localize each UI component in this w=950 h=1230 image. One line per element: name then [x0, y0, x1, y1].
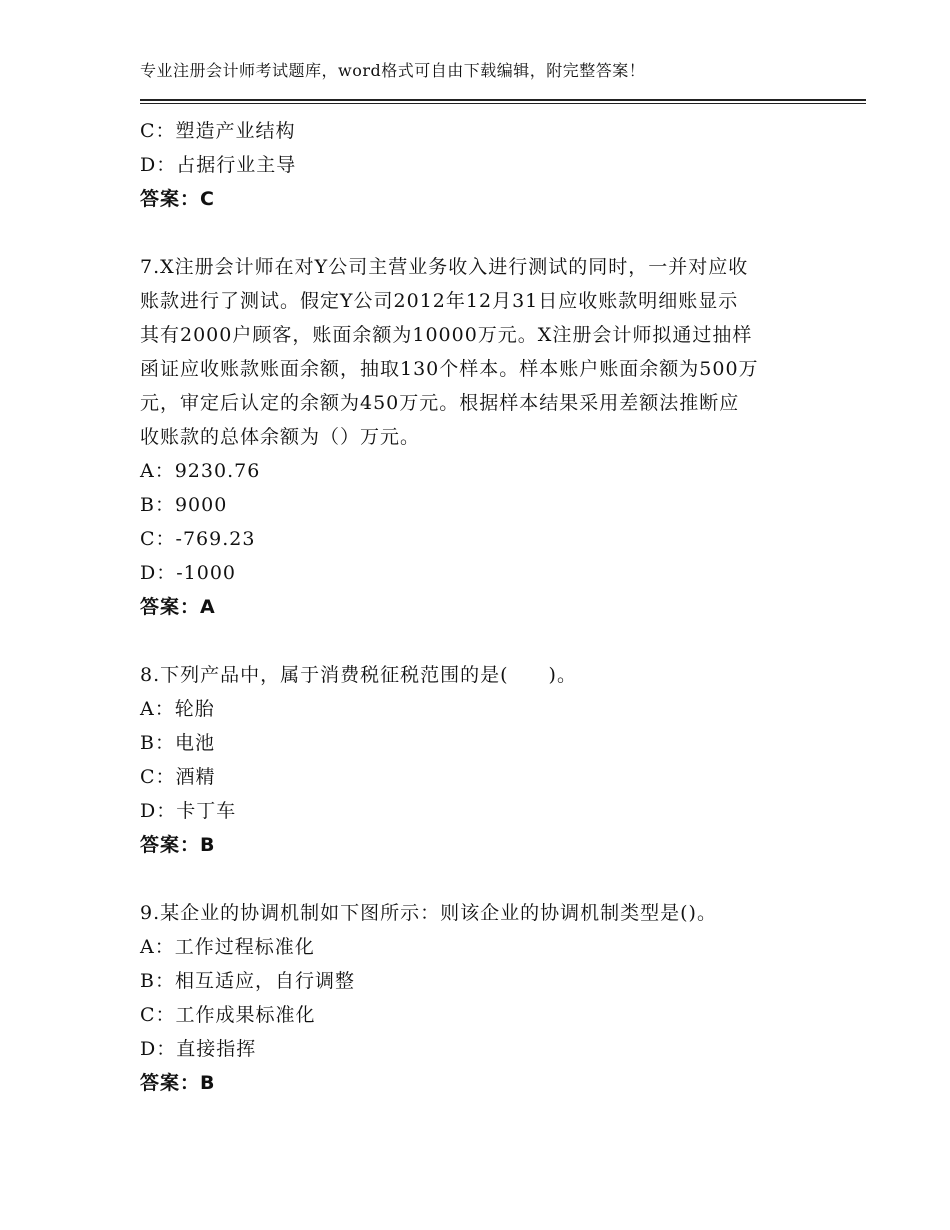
question-text-line: 8.下列产品中，属于消费税征税范围的是( )。 — [140, 664, 577, 686]
option-line: C：酒精 — [140, 766, 216, 788]
answer-line: 答案：B — [140, 1072, 216, 1094]
option-line: D：占据行业主导 — [140, 154, 297, 176]
question-text-line: 7.X注册会计师在对Y公司主营业务收入进行测试的同时，一并对应收 — [140, 256, 749, 278]
paragraph-gap — [140, 216, 840, 250]
question-text-line: 函证应收账款账面余额，抽取130个样本。样本账户账面余额为500万 — [140, 358, 759, 380]
option-line: D：直接指挥 — [140, 1038, 257, 1060]
question-content — [140, 114, 840, 1100]
question-text-line: 其有2000户顾客，账面余额为10000万元。X注册会计师拟通过抽样 — [140, 324, 753, 346]
header-rule-thin — [140, 103, 866, 104]
question-text-line: 元，审定后认定的余额为450万元。根据样本结果采用差额法推断应 — [140, 392, 740, 414]
option-line: A：工作过程标准化 — [140, 936, 315, 958]
answer-line: 答案：A — [140, 596, 216, 618]
option-line: C：工作成果标准化 — [140, 1004, 316, 1026]
option-line: C：-769.23 — [140, 528, 256, 550]
answer-line: 答案：C — [140, 188, 215, 210]
question-text-line: 收账款的总体余额为（）万元。 — [140, 426, 421, 448]
option-line: D：卡丁车 — [140, 800, 237, 822]
answer-line: 答案：B — [140, 834, 216, 856]
paragraph-gap — [140, 624, 840, 658]
option-line: A：9230.76 — [140, 460, 261, 482]
option-line: B：9000 — [140, 494, 228, 516]
option-line: C：塑造产业结构 — [140, 120, 296, 142]
paragraph-gap — [140, 862, 840, 896]
question-text-line: 账款进行了测试。假定Y公司2012年12月31日应收账款明细账显示 — [140, 290, 739, 312]
option-line: D：-1000 — [140, 562, 237, 584]
option-line: B：相互适应，自行调整 — [140, 970, 355, 992]
option-line: B：电池 — [140, 732, 215, 754]
question-text-line: 9.某企业的协调机制如下图所示：则该企业的协调机制类型是()。 — [140, 902, 717, 924]
option-line: A：轮胎 — [140, 698, 215, 720]
page-header: 专业注册会计师考试题库，word格式可自由下载编辑，附完整答案！ — [140, 61, 646, 80]
header-rule-thick — [140, 99, 866, 101]
